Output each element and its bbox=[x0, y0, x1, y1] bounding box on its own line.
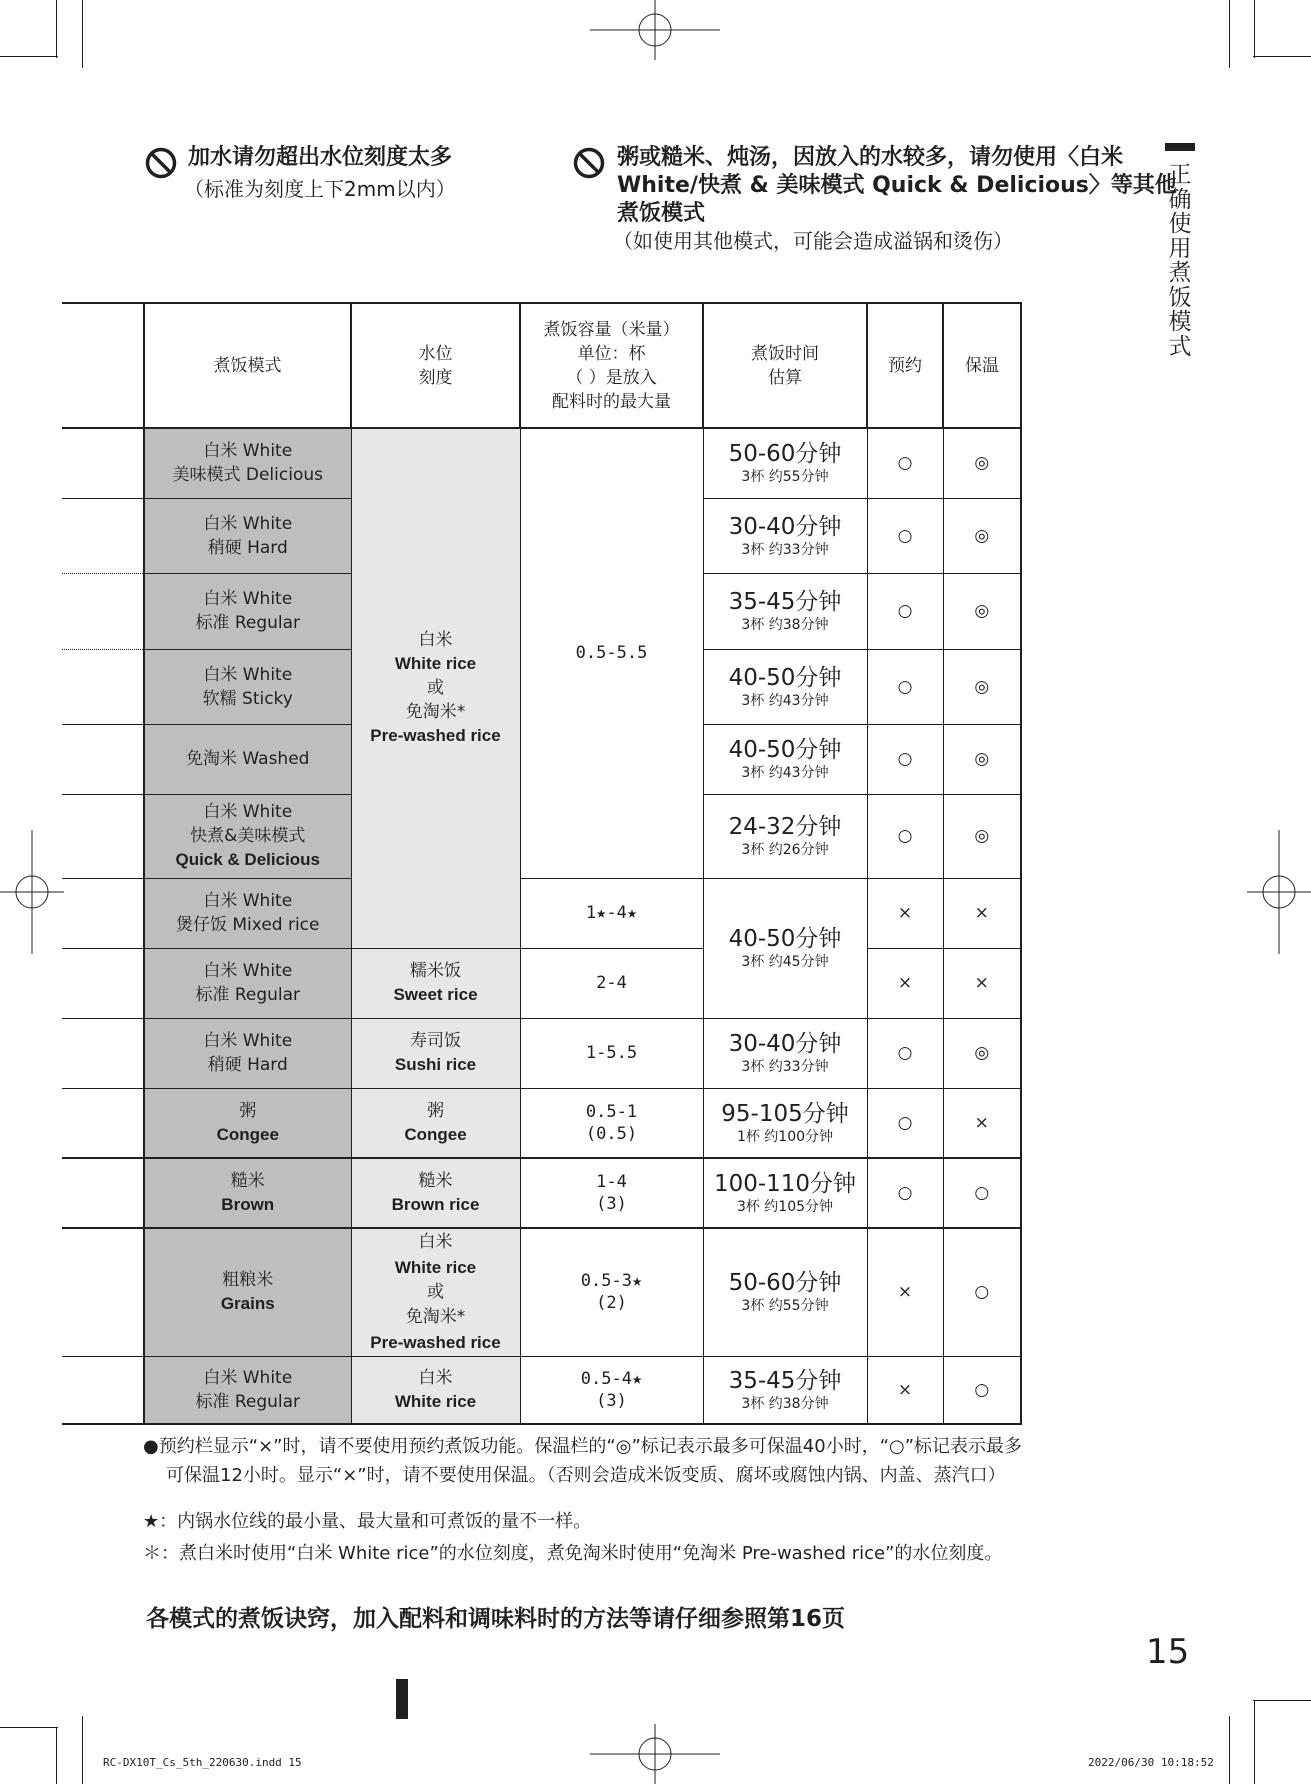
time-range: 50-60分钟 bbox=[728, 441, 842, 468]
table-row bbox=[62, 1018, 1021, 1088]
water-level-text: 白米 bbox=[418, 1231, 453, 1252]
timer-mark: × bbox=[867, 878, 943, 948]
registration-mark-top bbox=[590, 0, 720, 60]
note-star: ★：内锅水位线的最小量、最大量和可煮饭的量不一样。 bbox=[143, 1511, 592, 1532]
time-range: 100-110分钟 bbox=[713, 1171, 857, 1197]
water-level-text: White rice bbox=[394, 1257, 477, 1277]
prohibited-icon bbox=[573, 147, 605, 179]
crop-mark bbox=[1229, 1716, 1230, 1784]
timer-mark: ○ bbox=[867, 1018, 943, 1088]
time-range: 40-50分钟 bbox=[728, 737, 842, 763]
capacity-text: (2) bbox=[596, 1293, 627, 1314]
crop-mark bbox=[56, 1727, 57, 1784]
timer-mark: × bbox=[867, 1228, 943, 1356]
mode-text: 快煮&美味模式 bbox=[190, 826, 306, 846]
header-cooking-time-line: 煮饭时间 bbox=[751, 343, 819, 364]
time-example: 3杯 约33分钟 bbox=[741, 541, 829, 558]
keep-warm-mark: ◎ bbox=[943, 428, 1021, 498]
warning-title-water-level: 加水请勿超出水位刻度太多 bbox=[188, 145, 453, 170]
crop-mark bbox=[1254, 0, 1255, 58]
bottom-heading: 各模式的煮饭诀窍，加入配料和调味料时的方法等请仔细参照第16页 bbox=[146, 1606, 846, 1632]
table-row bbox=[62, 878, 1021, 948]
keep-warm-mark: ◎ bbox=[943, 1018, 1021, 1088]
mode-cell bbox=[144, 948, 351, 1018]
time-example: 3杯 约26分钟 bbox=[741, 842, 829, 858]
timer-mark: ○ bbox=[867, 649, 943, 724]
mode-text: 标准 Regular bbox=[195, 1391, 301, 1412]
water-level-cell bbox=[351, 1356, 520, 1424]
time-cell bbox=[703, 1158, 867, 1228]
keep-warm-mark: ◎ bbox=[943, 724, 1021, 794]
mode-text: 白米 White bbox=[203, 802, 293, 822]
table-row bbox=[62, 1228, 1021, 1356]
capacity-cell: 2-4 bbox=[520, 948, 703, 1018]
table-header-row bbox=[62, 303, 1021, 428]
crop-mark bbox=[1253, 56, 1311, 57]
timer-mark: × bbox=[867, 1356, 943, 1424]
crop-mark bbox=[82, 1716, 83, 1784]
mode-text: 标准 Regular bbox=[195, 613, 301, 633]
row-blank-cell bbox=[62, 878, 144, 948]
timer-mark: ○ bbox=[867, 1088, 943, 1158]
row-blank-cell bbox=[62, 794, 144, 878]
mode-text: 煲仔饭 Mixed rice bbox=[175, 915, 320, 935]
time-range: 24-32分钟 bbox=[728, 814, 842, 840]
time-example: 1杯 约100分钟 bbox=[736, 1128, 834, 1145]
water-level-text: Sushi rice bbox=[394, 1055, 477, 1074]
capacity-text: 0.5-3★ bbox=[580, 1271, 643, 1292]
mode-cell bbox=[144, 649, 351, 724]
warning-subtext-overflow: （如使用其他模式，可能会造成溢锅和烫伤） bbox=[613, 229, 1013, 253]
time-range: 95-105分钟 bbox=[721, 1100, 849, 1127]
crop-mark bbox=[1253, 1700, 1311, 1701]
capacity-text: (3) bbox=[596, 1194, 627, 1214]
mode-text: 免淘米 Washed bbox=[186, 749, 310, 769]
water-level-cell-white-rice bbox=[351, 428, 520, 948]
capacity-text: (0.5) bbox=[585, 1123, 638, 1144]
water-level-text: 糙米 bbox=[418, 1171, 453, 1191]
time-range: 30-40分钟 bbox=[728, 1031, 842, 1057]
capacity-text: (3) bbox=[596, 1390, 627, 1411]
header-water-level bbox=[351, 303, 520, 428]
time-cell bbox=[703, 1356, 867, 1424]
water-level-text: Sweet rice bbox=[393, 985, 478, 1004]
prohibited-icon bbox=[145, 147, 177, 179]
mode-cell bbox=[144, 724, 351, 794]
water-level-text: White rice bbox=[394, 1391, 477, 1411]
header-capacity-line: （ ）是放入 bbox=[566, 367, 657, 388]
mode-cell bbox=[144, 428, 351, 498]
warning-title-overflow-line-3: 煮饭模式 bbox=[617, 201, 706, 226]
header-water-level-line: 刻度 bbox=[418, 367, 453, 388]
row-blank-cell bbox=[62, 1356, 144, 1424]
time-example: 3杯 约105分钟 bbox=[736, 1199, 834, 1215]
header-capacity-line: 单位：杯 bbox=[577, 343, 646, 364]
water-level-text: Congee bbox=[404, 1124, 467, 1144]
capacity-cell: 1-5.5 bbox=[520, 1018, 703, 1088]
mode-cell bbox=[144, 573, 351, 649]
time-example: 3杯 约43分钟 bbox=[741, 765, 829, 781]
time-range: 40-50分钟 bbox=[728, 664, 842, 691]
timer-mark: × bbox=[867, 948, 943, 1018]
capacity-cell bbox=[520, 1158, 703, 1228]
water-level-text: 或 bbox=[427, 678, 444, 699]
mode-text: 白米 White bbox=[203, 891, 293, 911]
row-blank-cell bbox=[62, 573, 144, 649]
time-cell bbox=[703, 724, 867, 794]
keep-warm-mark: ◎ bbox=[943, 649, 1021, 724]
water-level-text: Brown rice bbox=[391, 1195, 480, 1214]
mode-text: 白米 White bbox=[203, 513, 293, 534]
mode-cell bbox=[144, 794, 351, 878]
keep-warm-mark: ○ bbox=[943, 1228, 1021, 1356]
water-level-text: 白米 bbox=[418, 630, 453, 651]
crop-mark bbox=[56, 0, 57, 58]
capacity-cell: 1★-4★ bbox=[520, 878, 703, 948]
warning-subtext-water-level: （标准为刻度上下2mm以内） bbox=[184, 177, 456, 201]
mode-text: 标准 Regular bbox=[195, 985, 301, 1005]
time-range: 50-60分钟 bbox=[728, 1270, 842, 1297]
mode-text: 白米 White bbox=[203, 961, 293, 981]
mode-text: 白米 White bbox=[203, 441, 293, 462]
warning-title-overflow-line-1: 粥或糙米、炖汤，因放入的水较多，请勿使用〈白米 bbox=[617, 145, 1124, 170]
timer-mark: ○ bbox=[867, 724, 943, 794]
mode-text: 粗粮米 bbox=[222, 1270, 274, 1291]
mode-text: 白米 White bbox=[203, 1367, 293, 1388]
time-example: 3杯 约38分钟 bbox=[741, 617, 829, 633]
mode-cell bbox=[144, 1018, 351, 1088]
header-capacity-line: 煮饭容量（米量） bbox=[543, 319, 680, 340]
time-cell bbox=[703, 1018, 867, 1088]
header-timer: 预约 bbox=[867, 303, 943, 428]
header-blank-cell bbox=[62, 303, 144, 428]
mode-text: 粥 bbox=[239, 1100, 257, 1121]
footer-file-name: RC-DX10T_Cs_5th_220630.indd 15 bbox=[103, 1756, 302, 1769]
header-cooking-time bbox=[703, 303, 867, 428]
time-range: 40-50分钟 bbox=[728, 926, 842, 952]
mode-text: Quick & Delicious bbox=[175, 850, 321, 869]
time-example: 3杯 约38分钟 bbox=[741, 1395, 829, 1412]
mode-text: 稍硬 Hard bbox=[207, 1055, 288, 1075]
mode-cell bbox=[144, 1228, 351, 1356]
note-asterisk: ＊：煮白米时使用“白米 White rice”的水位刻度，煮免淘米时使用“免淘米 Pre-washed rice”的水位刻度。 bbox=[143, 1543, 1003, 1564]
time-cell bbox=[703, 428, 867, 498]
crop-mark bbox=[396, 1679, 408, 1719]
mode-cell bbox=[144, 498, 351, 573]
row-blank-cell bbox=[62, 649, 144, 724]
row-blank-cell bbox=[62, 1228, 144, 1356]
mode-text: Brown bbox=[221, 1195, 275, 1214]
time-example: 3杯 约43分钟 bbox=[741, 692, 829, 709]
keep-warm-mark: × bbox=[943, 878, 1021, 948]
timer-mark: ○ bbox=[867, 498, 943, 573]
water-level-text: 或 bbox=[427, 1281, 444, 1302]
mode-text: Congee bbox=[216, 1124, 279, 1144]
water-level-cell bbox=[351, 1158, 520, 1228]
header-cooking-time-line: 估算 bbox=[768, 367, 802, 388]
registration-mark-right bbox=[1247, 830, 1311, 954]
mode-text: 白米 White bbox=[203, 1031, 293, 1051]
mode-text: Grains bbox=[220, 1294, 275, 1314]
row-blank-cell bbox=[62, 1018, 144, 1088]
time-example: 3杯 约33分钟 bbox=[741, 1059, 829, 1075]
time-range: 35-45分钟 bbox=[728, 1367, 842, 1394]
water-level-text: 糯米饭 bbox=[410, 961, 461, 981]
row-blank-cell bbox=[62, 1158, 144, 1228]
cooking-mode-table bbox=[62, 302, 1022, 1425]
time-cell bbox=[703, 498, 867, 573]
mode-cell bbox=[144, 1088, 351, 1158]
time-example: 3杯 约55分钟 bbox=[741, 1298, 829, 1315]
water-level-cell bbox=[351, 1228, 520, 1356]
warning-title-overflow-line-2: White/快煮 & 美味模式 Quick & Delicious〉等其他 bbox=[617, 173, 1177, 198]
mode-cell bbox=[144, 1158, 351, 1228]
timer-mark: ○ bbox=[867, 1158, 943, 1228]
water-level-text: 免淘米* bbox=[405, 1306, 466, 1327]
water-level-cell bbox=[351, 1018, 520, 1088]
header-mode: 煮饭模式 bbox=[144, 303, 351, 428]
row-blank-cell bbox=[62, 428, 144, 498]
water-level-text: 白米 bbox=[418, 1367, 453, 1388]
water-level-text: 免淘米* bbox=[405, 702, 466, 723]
keep-warm-mark: ○ bbox=[943, 1356, 1021, 1424]
time-cell bbox=[703, 649, 867, 724]
time-cell bbox=[703, 573, 867, 649]
row-blank-cell bbox=[62, 1088, 144, 1158]
timer-mark: ○ bbox=[867, 573, 943, 649]
capacity-text: 0.5-4★ bbox=[580, 1368, 643, 1389]
water-level-cell bbox=[351, 1088, 520, 1158]
table-row bbox=[62, 948, 1021, 1018]
keep-warm-mark: × bbox=[943, 1088, 1021, 1158]
timer-mark: ○ bbox=[867, 794, 943, 878]
capacity-cell bbox=[520, 1088, 703, 1158]
keep-warm-mark: ◎ bbox=[943, 573, 1021, 649]
registration-mark-bottom bbox=[590, 1724, 720, 1784]
header-keep-warm: 保温 bbox=[943, 303, 1021, 428]
table-row bbox=[62, 1088, 1021, 1158]
capacity-cell bbox=[520, 1356, 703, 1424]
mode-text: 白米 White bbox=[203, 664, 293, 685]
time-range: 35-45分钟 bbox=[728, 589, 842, 615]
row-blank-cell bbox=[62, 948, 144, 1018]
crop-mark bbox=[82, 0, 83, 68]
registration-mark-left bbox=[0, 830, 64, 954]
mode-text: 软糯 Sticky bbox=[202, 688, 293, 709]
time-cell-merged bbox=[703, 878, 867, 1018]
mode-text: 白米 White bbox=[203, 589, 293, 609]
water-level-text: Pre-washed rice bbox=[370, 1332, 501, 1352]
water-level-text: 寿司饭 bbox=[410, 1031, 461, 1051]
table-row bbox=[62, 1158, 1021, 1228]
mode-text: 稍硬 Hard bbox=[207, 537, 288, 558]
keep-warm-mark: ◎ bbox=[943, 498, 1021, 573]
page-number: 15 bbox=[1146, 1632, 1190, 1672]
mode-text: 美味模式 Delicious bbox=[172, 465, 323, 486]
water-level-text: 粥 bbox=[427, 1100, 444, 1121]
capacity-cell-merged: 0.5-5.5 bbox=[520, 428, 703, 878]
mode-cell bbox=[144, 1356, 351, 1424]
capacity-text: 1-4 bbox=[596, 1172, 627, 1192]
note-bullet-line-1: ●预约栏显示“×”时，请不要使用预约煮饭功能。保温栏的“◎”标记表示最多可保温40小时，“○”标记表示最多 bbox=[143, 1436, 1023, 1457]
keep-warm-mark: × bbox=[943, 948, 1021, 1018]
note-bullet-line-2: 可保温12小时。显示“×”时，请不要使用保温。（否则会造成米饭变质、腐坏或腐蚀内锅、内盖、蒸汽口） bbox=[166, 1465, 1006, 1486]
table-row bbox=[62, 428, 1021, 498]
header-water-level-line: 水位 bbox=[418, 343, 453, 364]
crop-mark bbox=[0, 56, 58, 57]
time-cell bbox=[703, 1228, 867, 1356]
timer-mark: ○ bbox=[867, 428, 943, 498]
keep-warm-mark: ◎ bbox=[943, 794, 1021, 878]
water-level-text: Pre-washed rice bbox=[370, 726, 501, 746]
header-capacity-line: 配料时的最大量 bbox=[552, 391, 671, 412]
side-title-bar bbox=[1165, 143, 1195, 151]
capacity-text: 0.5-1 bbox=[585, 1101, 638, 1122]
footer-datetime: 2022/06/30 10:18:52 bbox=[1088, 1756, 1214, 1769]
crop-mark bbox=[1229, 0, 1230, 68]
time-range: 30-40分钟 bbox=[728, 513, 842, 540]
row-blank-cell bbox=[62, 498, 144, 573]
time-example: 3杯 约55分钟 bbox=[741, 469, 829, 486]
time-cell bbox=[703, 1088, 867, 1158]
crop-mark bbox=[1254, 1700, 1255, 1784]
mode-text: 糙米 bbox=[230, 1171, 265, 1191]
side-title: 正确使用煮饭模式 bbox=[1168, 162, 1192, 360]
header-capacity bbox=[520, 303, 703, 428]
water-level-cell bbox=[351, 948, 520, 1018]
mode-cell bbox=[144, 878, 351, 948]
row-blank-cell bbox=[62, 724, 144, 794]
keep-warm-mark: ○ bbox=[943, 1158, 1021, 1228]
capacity-cell bbox=[520, 1228, 703, 1356]
water-level-text: White rice bbox=[394, 654, 477, 674]
time-cell bbox=[703, 794, 867, 878]
crop-mark bbox=[0, 1727, 58, 1728]
table-row bbox=[62, 1356, 1021, 1424]
time-example: 3杯 约45分钟 bbox=[741, 954, 829, 970]
